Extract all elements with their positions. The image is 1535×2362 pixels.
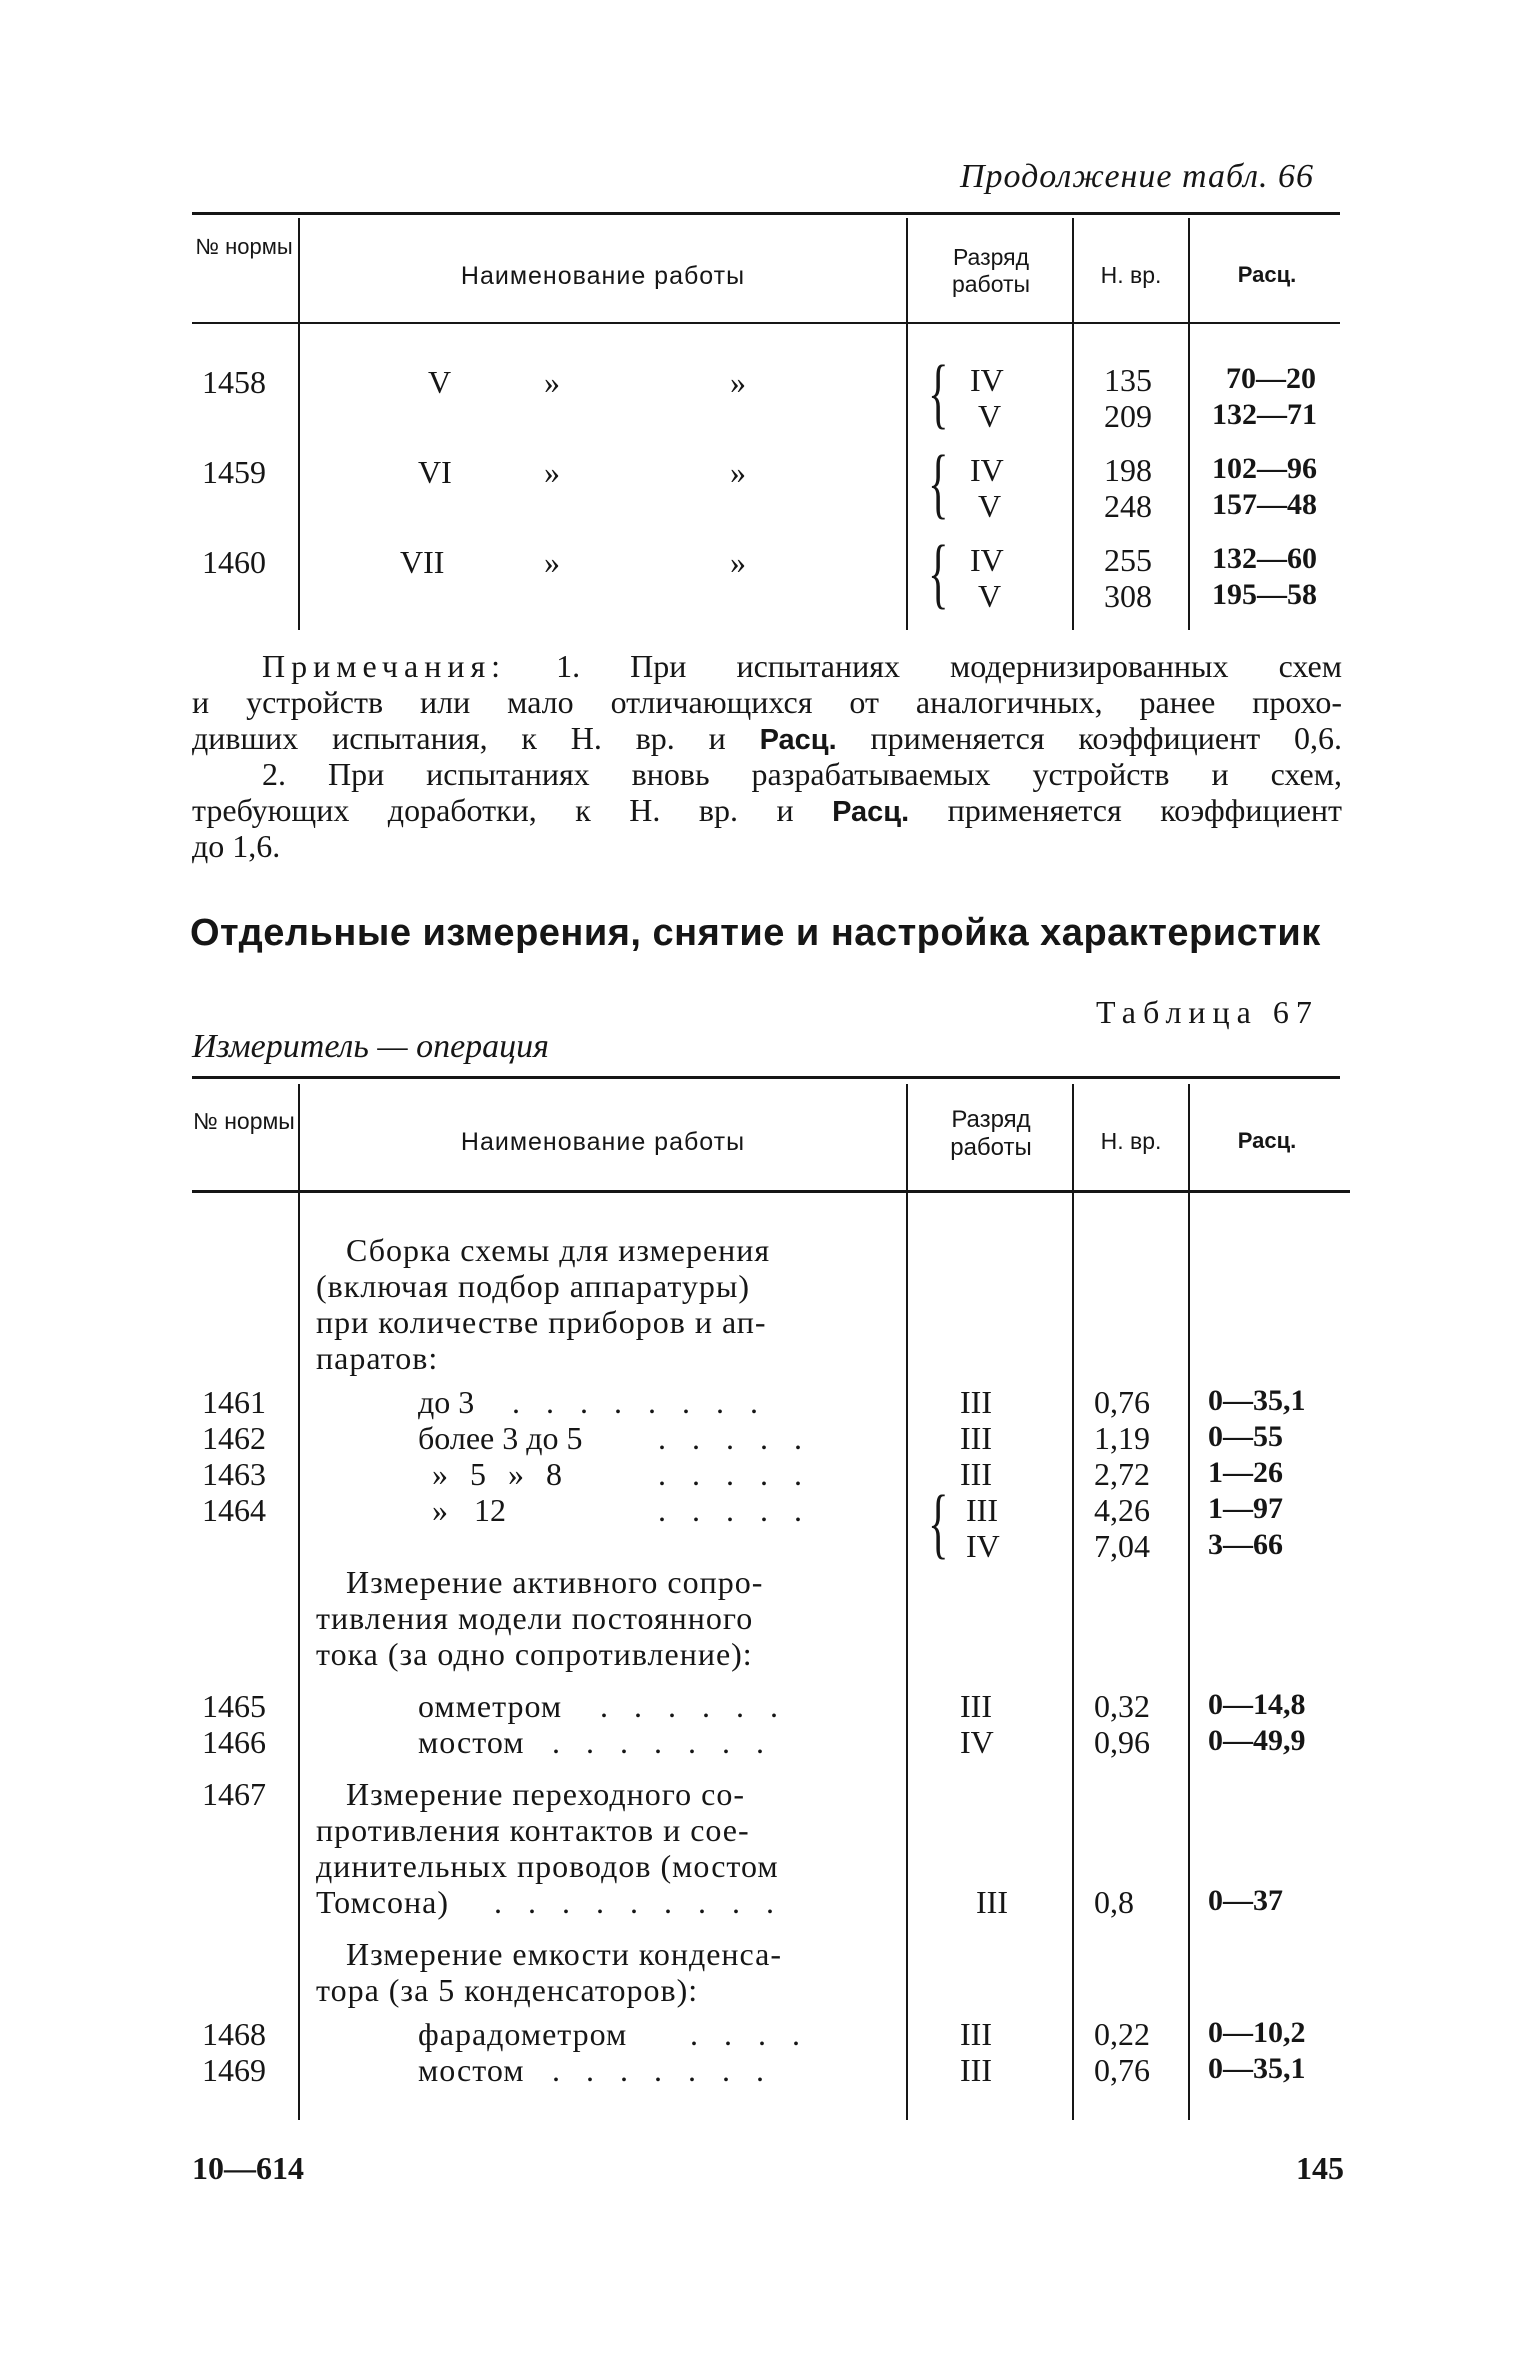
- norm-number: 1462: [202, 1420, 266, 1456]
- hours-value: 248: [1104, 488, 1152, 524]
- ditto-mark: »: [544, 454, 560, 490]
- rate-value: 0—14,8: [1208, 1688, 1306, 1721]
- note-line: [262, 648, 1342, 684]
- ditto-mark: »: [544, 544, 560, 580]
- note-text: требующих доработки, к Н. вр. и: [192, 792, 794, 828]
- work-name: более 3 до 5: [418, 1420, 583, 1456]
- norm-number: 1464: [202, 1492, 266, 1528]
- grade-value: III: [960, 1420, 992, 1456]
- rate-value: 132—60: [1212, 542, 1317, 575]
- column-divider: [906, 218, 908, 630]
- rate-value: 157—48: [1212, 488, 1317, 521]
- continuation-title: Продолжение табл. 66: [960, 158, 1315, 195]
- group-description: Измерение емкости конденса-: [346, 1936, 782, 1972]
- work-name: VII: [400, 544, 445, 580]
- header-norm-number: № нормы: [193, 1108, 295, 1134]
- leader-dots: . . . .: [690, 2016, 809, 2052]
- column-divider: [298, 1084, 300, 2120]
- work-name: динительных проводов (мостом: [316, 1848, 779, 1884]
- hours-value: 255: [1104, 542, 1152, 578]
- column-divider: [1188, 218, 1190, 630]
- leader-dots: . . . . . . .: [552, 2052, 773, 2088]
- header-hours: Н. вр.: [1100, 1128, 1162, 1154]
- column-divider: [906, 1084, 908, 2120]
- work-name: мостом: [418, 1724, 525, 1760]
- header-work-name: Наименование работы: [460, 262, 746, 290]
- grade-value: III: [960, 1688, 992, 1724]
- note-text: применяется коэффициент 0,6.: [870, 720, 1343, 756]
- rate-value: 70—20: [1226, 362, 1316, 395]
- grade-brace: {: [928, 349, 949, 436]
- grade-value: IV: [970, 452, 1004, 488]
- work-name: до 3: [418, 1384, 475, 1420]
- work-name: Томсона): [316, 1884, 449, 1920]
- grade-value: V: [978, 398, 1002, 434]
- header-bottom-rule: [192, 1190, 1350, 1193]
- ditto-mark: »: [544, 364, 560, 400]
- header-bottom-rule: [192, 322, 1340, 324]
- header-rate: Расц.: [1237, 1128, 1297, 1153]
- grade-brace: {: [928, 529, 949, 616]
- hours-value: 1,19: [1094, 1420, 1150, 1456]
- hours-value: 0,76: [1094, 2052, 1150, 2088]
- grade-value: III: [960, 1384, 992, 1420]
- note-line: до 1,6.: [192, 828, 281, 864]
- rate-value: 0—35,1: [1208, 1384, 1306, 1417]
- leader-dots: . . . . . . . .: [512, 1384, 767, 1420]
- grade-value: IV: [960, 1724, 994, 1760]
- header-grade: Разряд работы: [951, 244, 1031, 297]
- ditto-mark: »: [730, 364, 746, 400]
- note-line: 2. При испытаниях вновь разрабатываемых устройств и схем,: [262, 756, 1342, 792]
- norm-number: 1466: [202, 1724, 266, 1760]
- rate-value: 102—96: [1212, 452, 1317, 485]
- table-label: Таблица 67: [1096, 994, 1319, 1030]
- hours-value: 198: [1104, 452, 1152, 488]
- grade-brace: {: [928, 439, 949, 526]
- rate-value: 0—49,9: [1208, 1724, 1306, 1757]
- table-top-rule: [192, 1076, 1340, 1079]
- work-name: Измерение переходного со-: [346, 1776, 745, 1812]
- hours-value: 209: [1104, 398, 1152, 434]
- group-description: Сборка схемы для измерения: [346, 1232, 771, 1268]
- grade-brace: {: [928, 1479, 949, 1566]
- grade-value: V: [978, 578, 1002, 614]
- norm-number: 1459: [202, 454, 266, 490]
- work-name: омметром: [418, 1688, 563, 1724]
- work-name: фарадометром: [418, 2016, 628, 2052]
- header-norm-number: № нормы: [195, 234, 293, 259]
- note-bold-term: Расц.: [759, 724, 837, 756]
- rate-value: 0—55: [1208, 1420, 1283, 1453]
- grade-value: III: [960, 2052, 992, 2088]
- grade-value: III: [976, 1884, 1008, 1920]
- hours-value: 0,96: [1094, 1724, 1150, 1760]
- group-description: тока (за одно сопротивление):: [316, 1636, 753, 1672]
- meter-label: Измеритель — операция: [192, 1028, 549, 1065]
- group-description: (включая подбор аппаратуры): [316, 1268, 751, 1304]
- rate-value: 3—66: [1208, 1528, 1283, 1561]
- header-rate: Расц.: [1237, 262, 1297, 287]
- norm-number: 1469: [202, 2052, 266, 2088]
- grade-value: III: [960, 1456, 992, 1492]
- rate-value: 1—97: [1208, 1492, 1283, 1525]
- hours-value: 0,76: [1094, 1384, 1150, 1420]
- column-divider: [1188, 1084, 1190, 2120]
- hours-value: 0,22: [1094, 2016, 1150, 2052]
- hours-value: 308: [1104, 578, 1152, 614]
- page-number: 145: [1296, 2150, 1344, 2186]
- work-name: V: [428, 364, 452, 400]
- rate-value: 0—35,1: [1208, 2052, 1306, 2085]
- leader-dots: . . . . .: [658, 1492, 811, 1528]
- hours-value: 7,04: [1094, 1528, 1150, 1564]
- note-line: [192, 792, 1342, 830]
- section-heading: Отдельные измерения, снятие и настройка характеристик: [190, 912, 1321, 954]
- leader-dots: . . . . .: [658, 1420, 811, 1456]
- leader-dots: . . . . . . . . .: [494, 1884, 783, 1920]
- norm-number: 1458: [202, 364, 266, 400]
- norm-number: 1461: [202, 1384, 266, 1420]
- work-name: VI: [418, 454, 452, 490]
- note-bold-term: Расц.: [832, 796, 910, 828]
- norm-number: 1460: [202, 544, 266, 580]
- grade-value: III: [960, 2016, 992, 2052]
- note-line: [192, 720, 1342, 758]
- hours-value: 0,32: [1094, 1688, 1150, 1724]
- norm-number: 1465: [202, 1688, 266, 1724]
- signature-mark: 10—614: [192, 2150, 304, 2186]
- group-description: тивления модели постоянного: [316, 1600, 754, 1636]
- work-name: » 12: [432, 1492, 506, 1528]
- table-top-rule: [192, 212, 1340, 215]
- rate-value: 1—26: [1208, 1456, 1283, 1489]
- rate-value: 0—10,2: [1208, 2016, 1306, 2049]
- ditto-mark: »: [730, 454, 746, 490]
- grade-value: V: [978, 488, 1002, 524]
- grade-value: IV: [970, 542, 1004, 578]
- grade-value: III: [966, 1492, 998, 1528]
- header-grade: Разряд работы: [950, 1106, 1032, 1161]
- ditto-mark: »: [730, 544, 746, 580]
- note-text: применяется коэффициент: [947, 792, 1343, 828]
- column-divider: [1072, 1084, 1074, 2120]
- notes-label: Примечания:: [262, 648, 507, 684]
- grade-value: IV: [970, 362, 1004, 398]
- group-description: паратов:: [316, 1340, 439, 1376]
- group-description: при количестве приборов и ап-: [316, 1304, 767, 1340]
- norm-number: 1463: [202, 1456, 266, 1492]
- note-text: дивших испытания, к Н. вр. и: [192, 720, 726, 756]
- hours-value: 2,72: [1094, 1456, 1150, 1492]
- group-description: Измерение активного сопро-: [346, 1564, 764, 1600]
- header-hours: Н. вр.: [1100, 262, 1162, 288]
- leader-dots: . . . . .: [658, 1456, 811, 1492]
- hours-value: 4,26: [1094, 1492, 1150, 1528]
- rate-value: 0—37: [1208, 1884, 1283, 1917]
- group-description: тора (за 5 конденсаторов):: [316, 1972, 699, 2008]
- hours-value: 135: [1104, 362, 1152, 398]
- leader-dots: . . . . . . .: [552, 1724, 773, 1760]
- note-line: и устройств или мало отличающихся от аналогичных, ранее прохо-: [192, 684, 1342, 720]
- norm-number: 1468: [202, 2016, 266, 2052]
- header-work-name: Наименование работы: [460, 1128, 746, 1156]
- work-name: противления контактов и сое-: [316, 1812, 750, 1848]
- hours-value: 0,8: [1094, 1884, 1134, 1920]
- work-name: » 5 » 8: [432, 1456, 562, 1492]
- rate-value: 195—58: [1212, 578, 1317, 611]
- norm-number: 1467: [202, 1776, 266, 1812]
- grade-value: IV: [966, 1528, 1000, 1564]
- work-name: мостом: [418, 2052, 525, 2088]
- rate-value: 132—71: [1212, 398, 1317, 431]
- leader-dots: . . . . . .: [600, 1688, 787, 1724]
- note-text: 1. При испытаниях модернизированных схем: [556, 648, 1342, 684]
